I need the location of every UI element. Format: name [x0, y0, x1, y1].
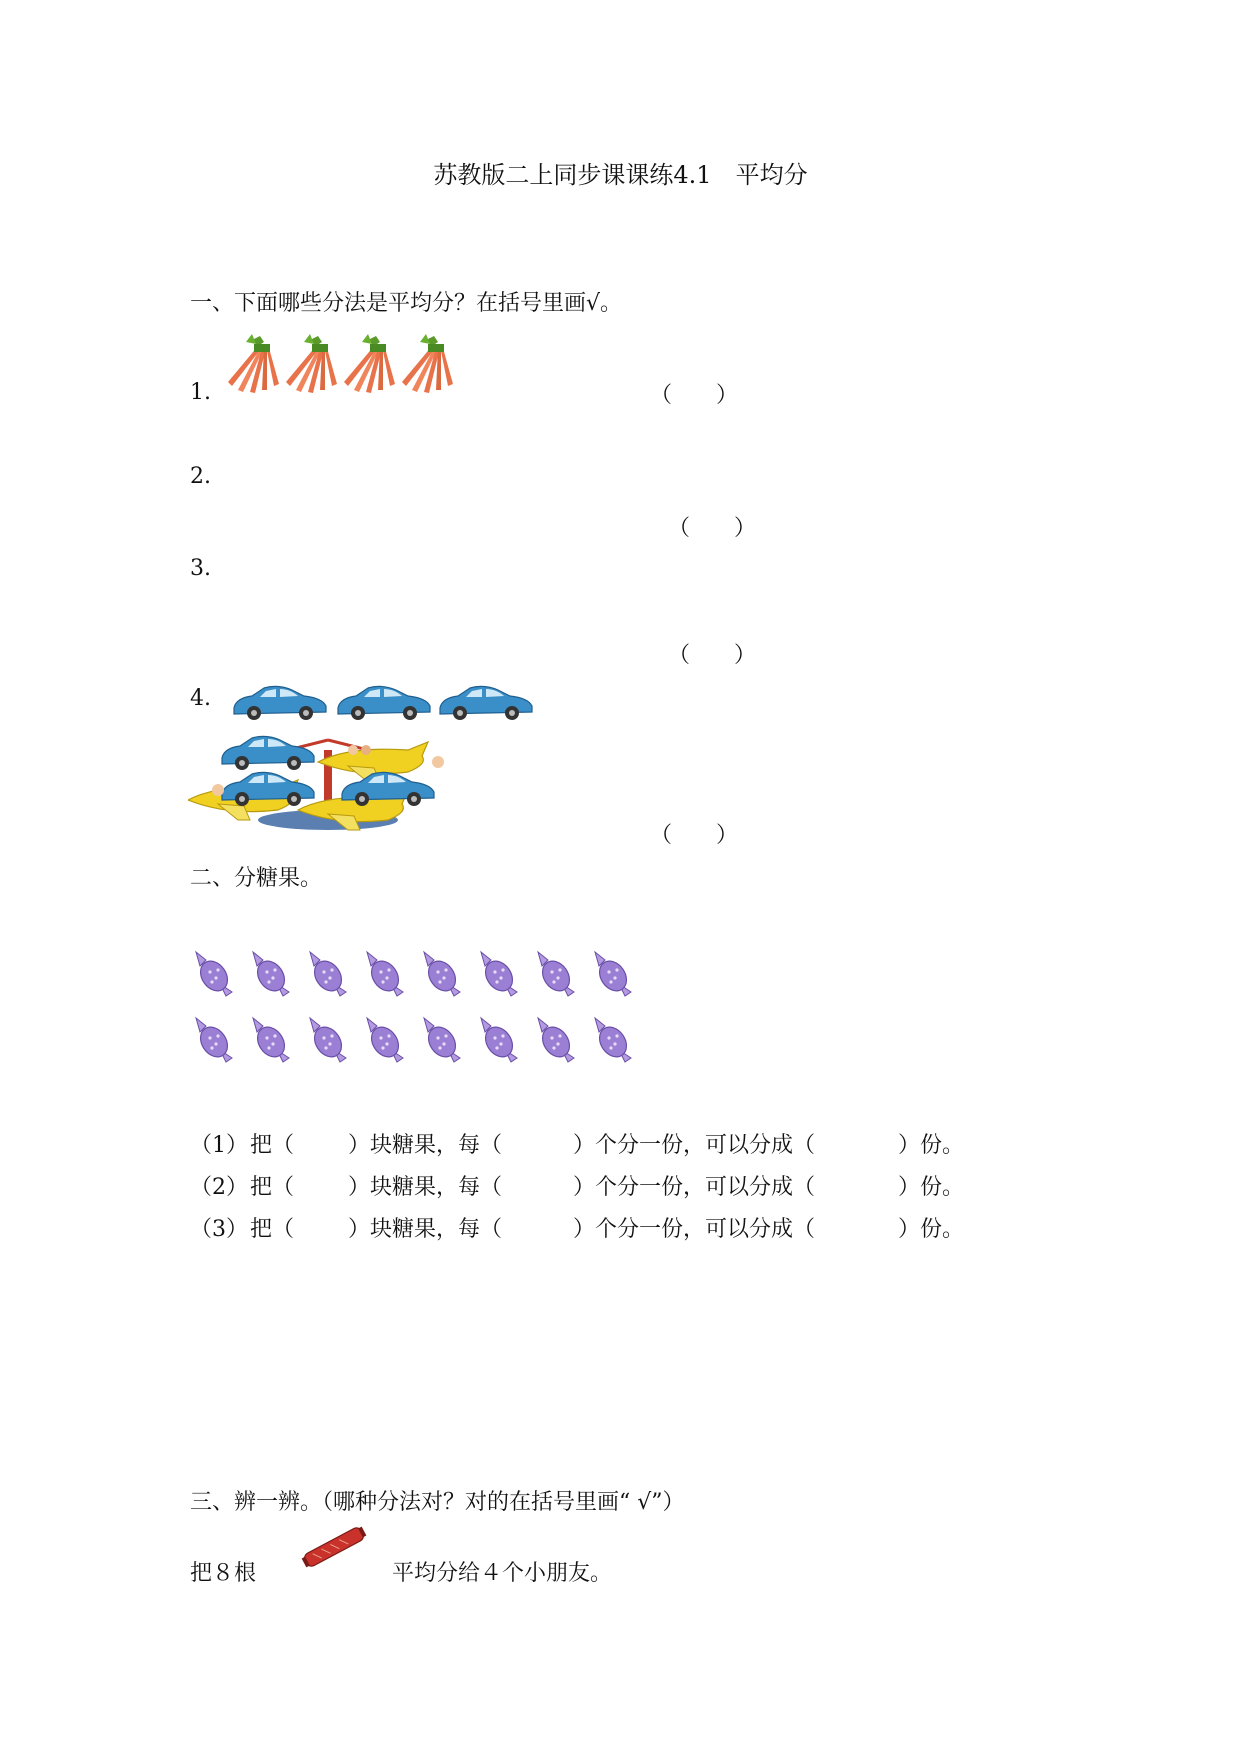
- carrot-bunches-image: [222, 332, 457, 394]
- section3-line-pre: 把８根: [190, 1561, 257, 1586]
- section3-line-post: 平均分给４个小朋友。: [392, 1561, 613, 1586]
- cars-and-carousel-image: [188, 680, 538, 835]
- item-2-number: 2.: [190, 464, 211, 489]
- section2-heading: 二、分糖果。: [190, 866, 323, 891]
- fill-row-2: （2） 把（ ）块糖果，每（ ）个分一份，可以分成（ ）份。: [190, 1175, 965, 1200]
- item-4-number: 4.: [190, 686, 211, 711]
- fill-row-1: （1） 把（ ）块糖果，每（ ）个分一份，可以分成（ ）份。: [190, 1133, 965, 1158]
- item-1-answer-bracket[interactable]: （ ）: [650, 383, 739, 408]
- item-3-number: 3.: [190, 556, 211, 581]
- candies-image: [192, 950, 652, 1085]
- sausage-image: [298, 1522, 370, 1572]
- page-title: 苏教版二上同步课课练4.1 平均分: [433, 161, 808, 189]
- fill-row-3: （3） 把（ ）块糖果，每（ ）个分一份，可以分成（ ）份。: [190, 1217, 965, 1242]
- item-4-answer-bracket[interactable]: （ ）: [650, 823, 739, 848]
- section1-heading: 一、下面哪些分法是平均分？在括号里画√。: [190, 291, 623, 316]
- item-2-answer-bracket[interactable]: （ ）: [668, 516, 757, 541]
- section3-heading: 三、辨一辨。（哪种分法对？对的在括号里画“ √”）: [190, 1490, 685, 1515]
- item-1-number: 1.: [190, 380, 211, 405]
- item-3-answer-bracket[interactable]: （ ）: [668, 643, 757, 668]
